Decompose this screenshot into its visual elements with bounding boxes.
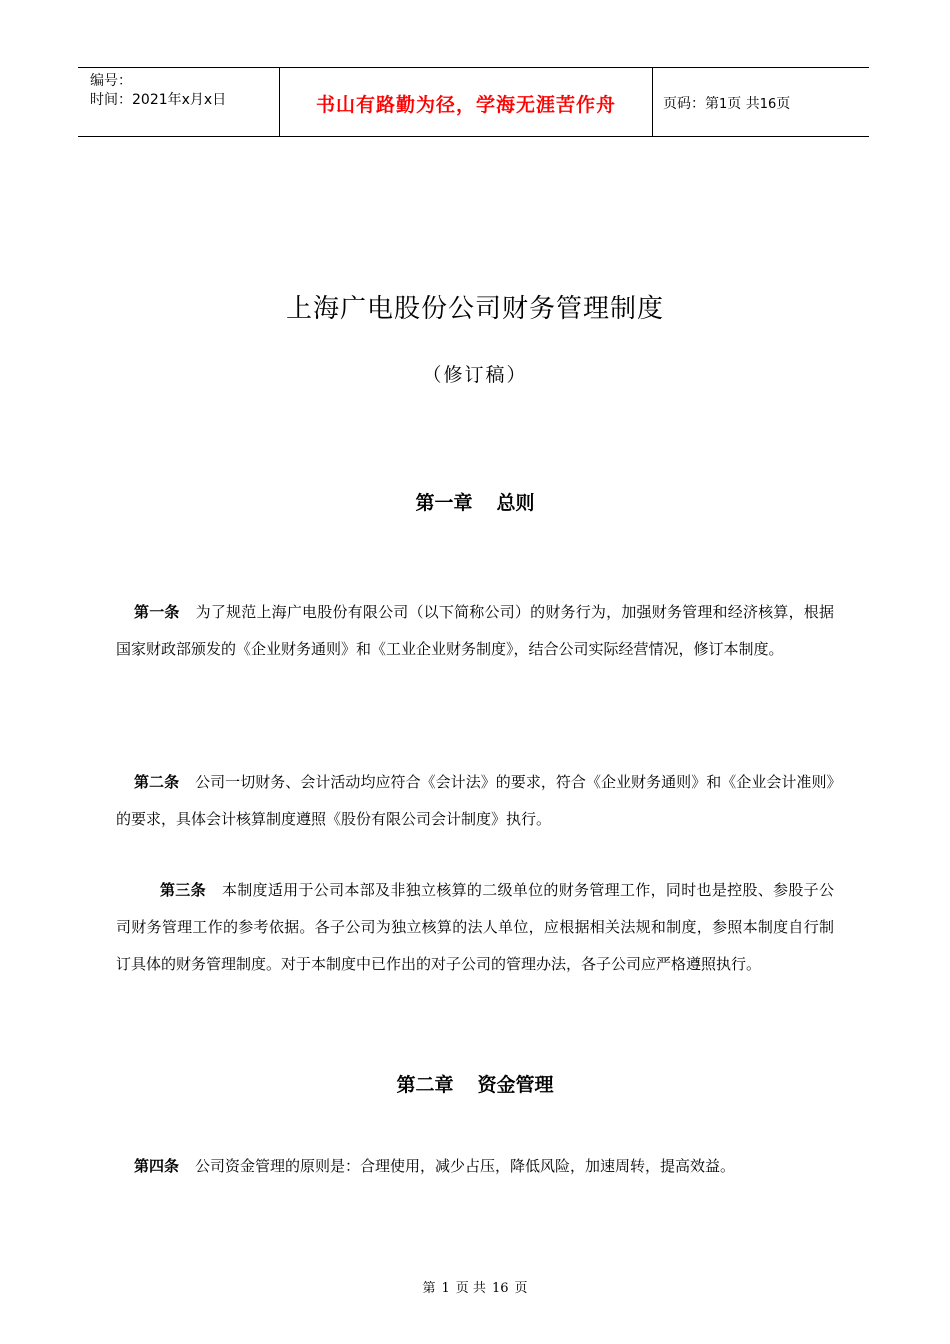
chapter-name: 资金管理	[477, 1074, 554, 1096]
page-suffix: 页	[776, 96, 791, 112]
chapter-number: 第一章	[415, 492, 473, 514]
header-page-cell	[653, 68, 869, 136]
page-total: 16	[759, 97, 777, 112]
page-footer	[0, 1277, 950, 1296]
header-page-number	[663, 93, 790, 113]
header-motto: 书山有路勤为径，学海无涯苦作舟	[315, 94, 616, 116]
header-motto-cell	[280, 68, 653, 136]
chapter-heading-1	[0, 488, 950, 515]
chapter-name: 总则	[496, 492, 535, 514]
article-label: 第四条	[134, 1157, 180, 1175]
document-number: 编号：	[90, 73, 132, 89]
article-2	[116, 764, 834, 838]
document-date: 时间：2021年x月x日	[90, 92, 227, 108]
article-label: 第一条	[134, 603, 180, 621]
article-3	[116, 872, 834, 983]
footer-total: 16	[491, 1281, 509, 1296]
page-mid: 页 共	[727, 96, 760, 112]
article-1	[116, 594, 834, 668]
page-current: 1	[719, 97, 728, 112]
chapter-heading-2	[0, 1070, 950, 1097]
document-subtitle: （修订稿）	[422, 364, 528, 386]
footer-prefix: 第	[422, 1281, 436, 1296]
header-info-cell	[78, 68, 280, 136]
page-prefix: 页码：第	[663, 96, 719, 112]
document-title: 上海广电股份公司财务管理制度	[285, 294, 664, 324]
article-label: 第二条	[134, 773, 180, 791]
article-label: 第三条	[160, 881, 206, 899]
article-text: 公司一切财务、会计活动均应符合《会计法》的要求，符合《企业财务通则》和《企业会计准则》的要求，具体会计核算制度遵照《股份有限公司会计制度》执行。	[116, 773, 834, 828]
footer-mid: 页 共	[455, 1281, 486, 1296]
page-header	[78, 67, 869, 137]
article-4	[116, 1148, 834, 1185]
article-text: 为了规范上海广电股份有限公司（以下简称公司）的财务行为，加强财务管理和经济核算，根据国家财政部颁发的《企业财务通则》和《工业企业财务制度》，结合公司实际经营情况，修订本制度。	[116, 603, 834, 658]
article-text: 公司资金管理的原则是：合理使用，减少占压，降低风险，加速周转，提高效益。	[195, 1157, 736, 1175]
chapter-number: 第二章	[396, 1074, 454, 1096]
article-text: 本制度适用于公司本部及非独立核算的二级单位的财务管理工作，同时也是控股、参股子公司财务管理工作的参考依据。各子公司为独立核算的法人单位，应根据相关法规和制度，参照本制度自行制订具体的财务管理制度。对于本制度中已作出的对子公司的管理办法，各子公司应严格遵照执行。	[116, 881, 834, 973]
footer-current: 1	[441, 1281, 450, 1296]
footer-suffix: 页	[514, 1281, 528, 1296]
